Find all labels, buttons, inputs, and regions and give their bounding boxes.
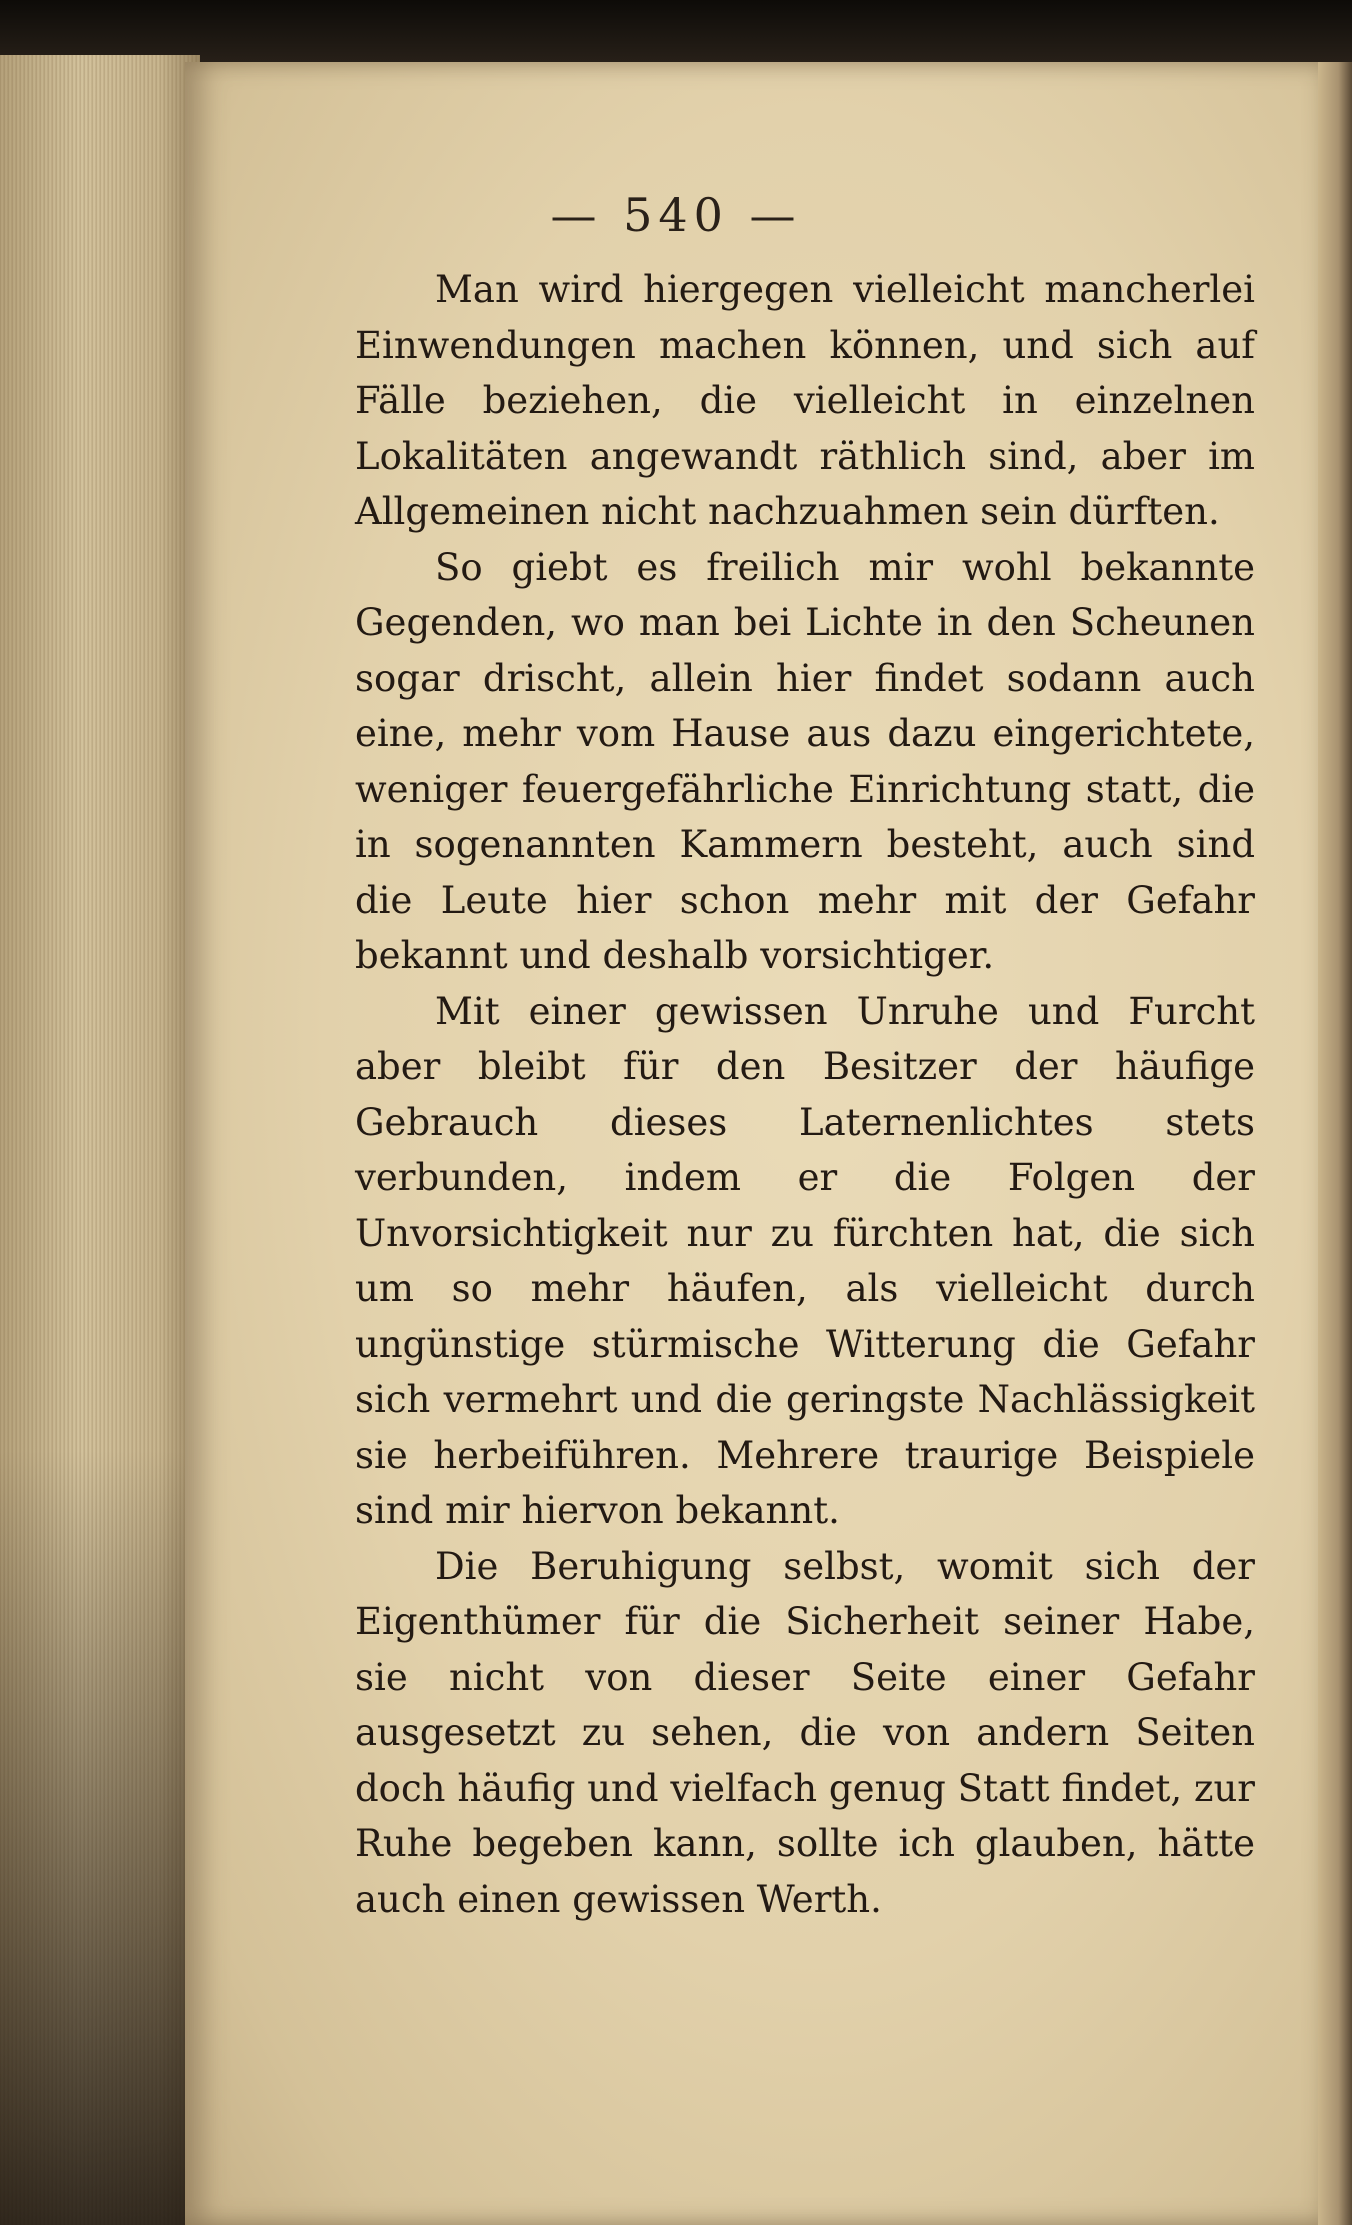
paragraph-3: Mit einer gewissen Unruhe und Furcht aber bleibt für den Besitzer der häufige Gebrauch dieses Laternenlichtes stets verbunden, indem er die Folgen der Unvorsichtigkeit nur zu fürchten hat, die sich um so mehr häufen, als vielleicht durch ungünstige stürmische Witterung die Gefahr sich vermehrt und die geringste Nachlässigkeit sie herbeiführen. Mehrere traurige Beispiele sind mir hiervon bekannt. xyxy=(355,989,1255,1532)
book-right-edge xyxy=(1318,62,1352,2225)
page-edges-shadow xyxy=(0,1450,200,2225)
paragraph-4: Die Beruhigung selbst, womit sich der Eigenthümer für die Sicherheit seiner Habe, sie nicht von dieser Seite einer Gefahr ausgesetzt zu sehen, die von andern Seiten doch häufig und vielfach genug Statt findet, zur Ruhe begeben kann, sollte ich glauben, hätte auch einen gewissen Werth. xyxy=(355,1544,1255,1921)
page-number: — 540 — xyxy=(550,188,802,242)
paragraph-1: Man wird hiergegen vielleicht mancherlei Einwendungen machen können, und sich auf Fälle beziehen, die vielleicht in einzelnen Lokalitäten angewandt räthlich sind, aber im Allgemeinen nicht nachzuahmen sein dürften. xyxy=(355,268,1255,533)
paragraph-2: So giebt es freilich mir wohl bekannte Gegenden, wo man bei Lichte in den Scheunen sogar drischt, allein hier findet sodann auch eine, mehr vom Hause aus dazu eingerichtete, weniger feuergefährliche Einrichtung statt, die in sogenannten Kammern besteht, auch sind die Leute hier schon mehr mit der Gefahr bekannt und deshalb vorsichtiger. xyxy=(355,545,1255,977)
scan-background xyxy=(0,0,1352,70)
page-body-text xyxy=(355,262,1255,1927)
